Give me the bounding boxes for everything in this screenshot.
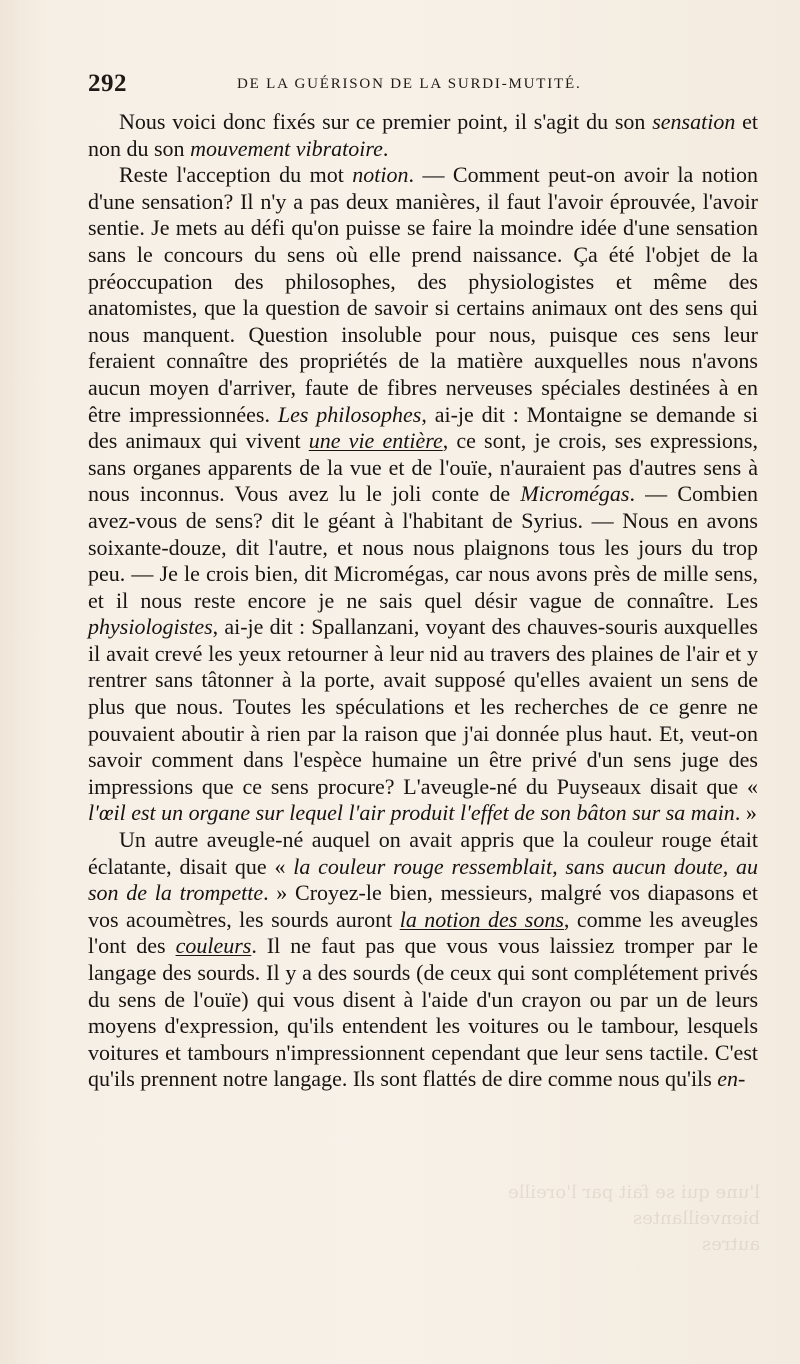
paragraph-1 bbox=[88, 109, 758, 162]
italic-run: la couleur rouge ressemblait, sans aucun doute, au son de la trompette bbox=[88, 853, 758, 906]
italic-run: l'œil est un organe sur lequel l'air produit l'effet de son bâton sur sa main bbox=[88, 800, 735, 826]
italic-run: en- bbox=[717, 1066, 746, 1092]
text-run: . — Combien avez-vous de sens? dit le géant à l'habitant de Syrius. — Nous en avons soixante-douze, dit l'autre, et nous nous plaignons tous les jours du trop peu. — Je le crois bien, dit Micromégas, car nous avons près de mille sens, et il nous reste encore je ne sais quel désir vague de connaître. Les bbox=[88, 481, 758, 613]
paragraph-3 bbox=[88, 827, 758, 1093]
italic-run: notion bbox=[352, 162, 409, 188]
text-run: , ai-je dit : Montaigne se demande si des animaux qui vivent bbox=[88, 401, 758, 454]
text-run: , ai-je dit : Spallanzani, voyant des chauves-souris auxquelles il avait crevé les yeux retourner à leur nid au travers des plaines de l'air et y rentrer sans tâtonner à la porte, avait supposé qu'elles avaient un sens de plus que nous. Toutes les spéculations et les recherches de ce genre ne pouvaient aboutir à rien par la raison que j'ai donnée plus haut. Et, veut-on savoir comment dans l'espèce humaine un être privé d'un sens juge des impressions que ce sens procure? L'aveugle-né du Puyseaux disait que « bbox=[88, 614, 758, 799]
paragraph-2 bbox=[88, 162, 758, 827]
text-run: . » Croyez-le bien, messieurs, malgré vos diapasons et vos acoumètres, les sourds auront bbox=[88, 880, 758, 932]
underlined-italic-run: couleurs bbox=[175, 933, 252, 959]
text-run: . » bbox=[734, 800, 757, 826]
underlined-italic-run: la notion des sons bbox=[399, 906, 564, 932]
italic-run: physiologistes bbox=[88, 614, 213, 640]
italic-run: Micromégas bbox=[520, 481, 630, 507]
text-run: . — Comment peut-on avoir la notion d'une sensation? Il n'y a pas deux manières, il faut l'avoir éprouvée, l'avoir sentie. Je mets au défi qu'on puisse se faire la moindre idée d'une sensation sans le concours du sens où elle prend naissance. Ça été l'objet de la préoccupation des philosophes, des physiologistes et même des anatomistes, que la question de savoir si certains animaux ont des sens qui nous manquent. Question insoluble pour nous, puisque ces sens leur feraient connaître des propriétés de la matière auxquelles nous n'avons aucun moyen d'arriver, faute de fibres nerveuses spéciales destinées à en être impressionnées. bbox=[88, 162, 758, 427]
text-run: Un autre aveugle-né auquel on avait appris que la couleur rouge était éclatante, disait que « bbox=[88, 827, 758, 879]
text-run: Nous voici donc fixés sur ce premier point, il s'agit du son bbox=[119, 109, 653, 134]
text-run: Reste l'acception du mot bbox=[119, 162, 353, 188]
italic-run: sensation bbox=[652, 109, 736, 134]
text-run: , ce sont, je crois, ses expressions, sans organes apparents de la vue et de l'ouïe, n'auraient pas d'autres sens à nous inconnus. Vous avez lu le joli conte de bbox=[88, 428, 758, 507]
body-text bbox=[88, 109, 758, 1093]
page-number: 292 bbox=[88, 70, 127, 97]
text-run: . bbox=[382, 135, 389, 161]
underlined-italic-run: une vie entière bbox=[308, 428, 443, 454]
italic-run: Les philosophes bbox=[277, 401, 422, 427]
show-through-text: l'une qui se fait par l'oreille bienveillantes autres bbox=[508, 1182, 760, 1255]
text-run: , comme les aveugles l'ont des bbox=[88, 906, 759, 959]
text-run: et non du son bbox=[88, 109, 758, 161]
running-header bbox=[88, 68, 778, 102]
italic-run: mouvement vibratoire bbox=[190, 135, 383, 161]
running-title: DE LA GUÉRISON DE LA SURDI-MUTITÉ. bbox=[237, 76, 582, 92]
text-run: . Il ne faut pas que vous vous laissiez tromper par le langage des sourds. Il y a des sourds (de ceux qui sont complétement privés du sens de l'ouïe) qui vous disent à l'aide d'un crayon ou par un de leurs moyens d'expression, qu'ils entendent les voitures ou le tambour, lesquels voitures et tambours n'impressionnent cependant que leur sens tactile. C'est qu'ils prennent notre langage. Ils sont flattés de dire comme nous qu'ils bbox=[88, 933, 759, 1092]
